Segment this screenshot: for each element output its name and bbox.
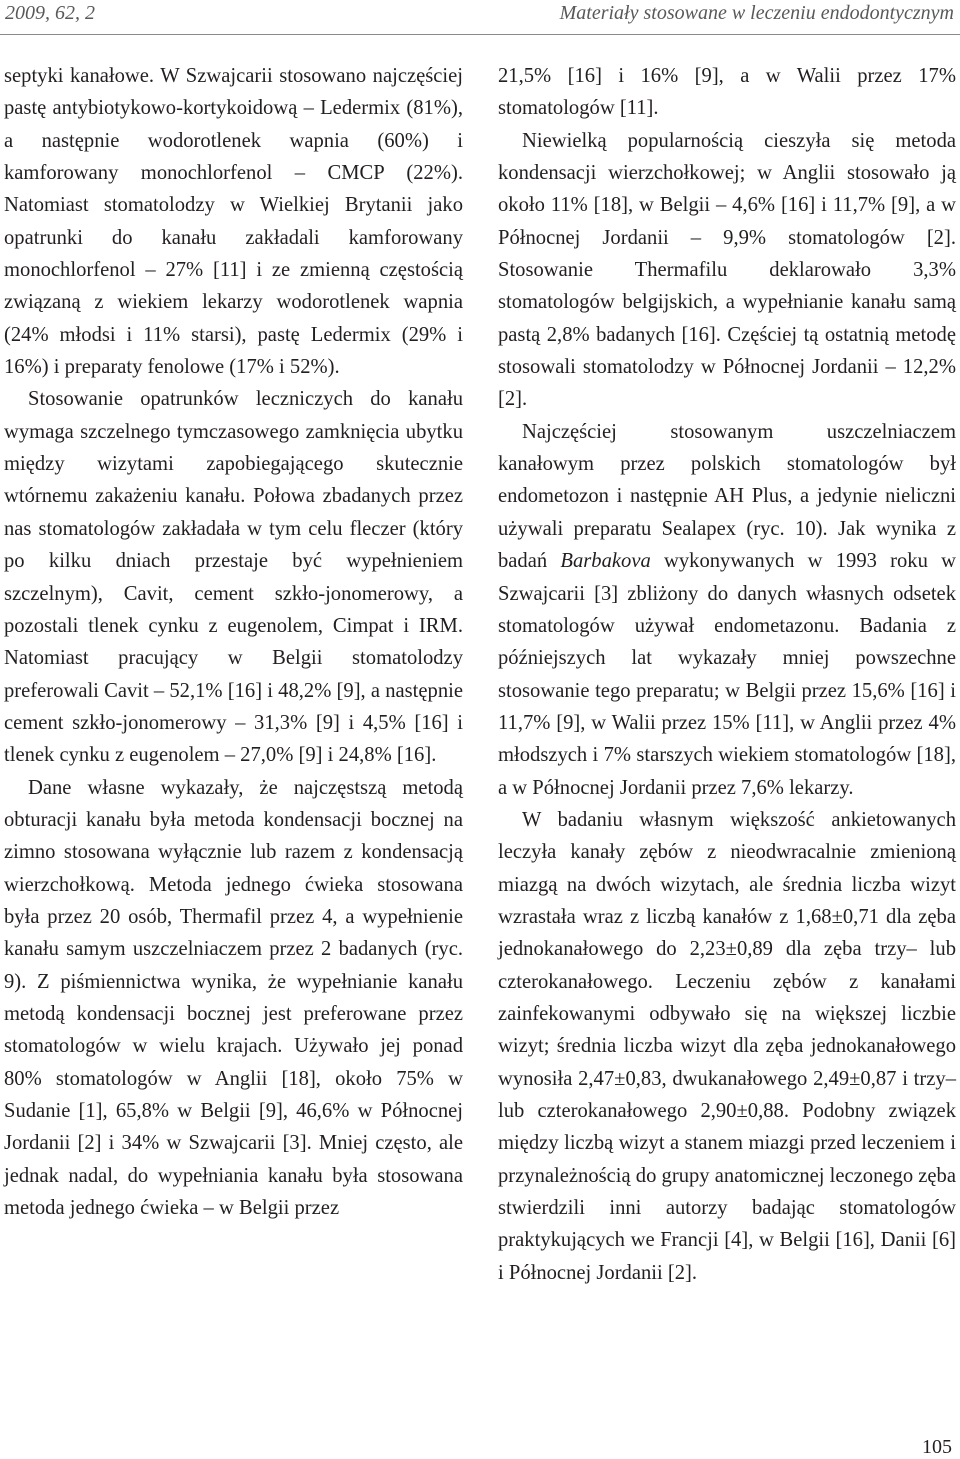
paragraph-text: wykonywanych w 1993 roku w Szwajcarii [3] zbliżony do danych własnych odsetek stomatologów używał endometazonu. Badania z późniejszych lat wykazały mniej powszechne stosowanie tego preparatu; w Belgii przez 15,6% [16] i 11,7% [9], w Walii przez 15% [11], w Anglii przez 4% młodszych i 7% starszych wiekiem stomatologów [18], a w Północnej Jordanii przez 7,6% lekarzy. xyxy=(498,550,956,799)
left-column xyxy=(4,60,463,1224)
paragraph xyxy=(498,416,956,804)
page-number: 105 xyxy=(922,1436,952,1458)
right-column xyxy=(498,60,956,1289)
paragraph: W badaniu własnym większość ankietowanych leczyła kanały zębów z nieodwracalnie zmienioną miazgą na dwóch wizytach, ale średnia liczba wizyt wzrastała wraz z liczbą kanałów z 1,68±0,71 dla zęba jednokanałowego do 2,23±0,89 dla zęba trzy– lub czterokanałowego. Leczeniu zębów z kanałami zainfekowanymi odbywało się na większej liczbie wizyt; średnia liczba wizyt dla zęba jednokanałowego wynosiła 2,47±0,83, dwukanałowego 2,49±0,87 i trzy– lub czterokanałowego 2,90±0,88. Podobny związek między liczbą wizyt a stanem miazgi przed leczeniem i przynależnością do grupy anatomicznej leczonego zęba stwierdzili inni autorzy badając stomatologów praktykujących we Francji [4], w Belgii [16], Danii [6] i Północnej Jordanii [2]. xyxy=(498,808,956,1284)
paragraph: Niewielką popularnością cieszyła się metoda kondensacji wierzchołkowej; w Anglii stosowało ją około 11% [18], w Belgii – 4,6% [16] i 11,7% [9], a w Północnej Jordanii – 9,9% stomatologów [2]. Stosowanie Thermafilu deklarowało 3,3% stomatologów belgijskich, a wypełnianie kanału samą pastą 2,8% badanych [16]. Częściej tą ostatnią metodę stosowali stomatolodzy w Północnej Jordanii – 12,2% [2]. xyxy=(498,129,956,411)
article-running-title: Materiały stosowane w leczeniu endodontycznym xyxy=(559,2,954,24)
running-header xyxy=(0,0,960,40)
header-rule xyxy=(0,34,960,35)
author-name: Barbakova xyxy=(560,550,651,573)
paragraph: Stosowanie opatrunków leczniczych do kanału wymaga szczelnego tymczasowego zamknięcia ubytku między wizytami zapobiegającego skutecznie wtórnemu zakażeniu kanału. Połowa zbadanych przez nas stomatologów zakładała w tym celu fleczer (który po kilku dniach przestaje być wypełnieniem szczelnym), Cavit, cement szkło-jonomerowy, a pozostali tlenek cynku z eugenolem, Cimpat i IRM. Natomiast pracujący w Belgii stomatolodzy preferowali Cavit – 52,1% [16] i 48,2% [9], a następnie cement szkło-jonomerowy – 31,3% [9] i 4,5% [16] i tlenek cynku z eugenolem – 27,0% [9] i 24,8% [16]. xyxy=(4,388,463,767)
paragraph: septyki kanałowe. W Szwajcarii stosowano najczęściej pastę antybiotykowo-kortykoidową – Ledermix (81%), a następnie wodorotlenek wapnia (60%) i kamforowany monochlorfenol – CMCP (22%). Natomiast stomatolodzy w Wielkiej Brytanii jako opatrunki do kanału zakładali kamforowany monochlorfenol – 27% [11] i ze zmienną częstością związaną z wiekiem lekarzy wodorotlenek wapnia (24% młodsi i 11% starsi), pastę Ledermix (29% i 16%) i preparaty fenolowe (17% i 52%). xyxy=(4,65,463,379)
paragraph-text: Najczęściej stosowanym uszczelniaczem kanałowym przez polskich stomatologów był endometozon i następnie AH Plus, a jedynie nieliczni używali preparatu Sealapex (ryc. 10). Jak wynika z badań xyxy=(498,420,956,573)
paragraph: Dane własne wykazały, że najczęstszą metodą obturacji kanału była metoda kondensacji bocznej na zimno stosowana wyłącznie lub razem z kondensacją wierzchołkową. Metoda jednego ćwieka stosowana była przez 20 osób, Thermafil przez 4, a wypełnienie kanału samym uszczelniaczem przez 2 badanych (ryc. 9). Z piśmiennictwa wynika, że wypełnianie kanału metodą kondensacji bocznej jest preferowane przez stomatologów w wielu krajach. Używało jej ponad 80% stomatologów w Anglii [18], około 75% w Sudanie [1], 65,8% w Belgii [9], 46,6% w Północnej Jordanii [2] i 34% w Szwajcarii [3]. Mniej często, ale jednak nadal, do wypełniania kanału była stosowana metoda jednego ćwieka – w Belgii przez xyxy=(4,776,463,1220)
journal-issue: 2009, 62, 2 xyxy=(5,2,95,24)
paragraph: 21,5% [16] i 16% [9], a w Walii przez 17% stomatologów [11]. xyxy=(498,65,956,120)
